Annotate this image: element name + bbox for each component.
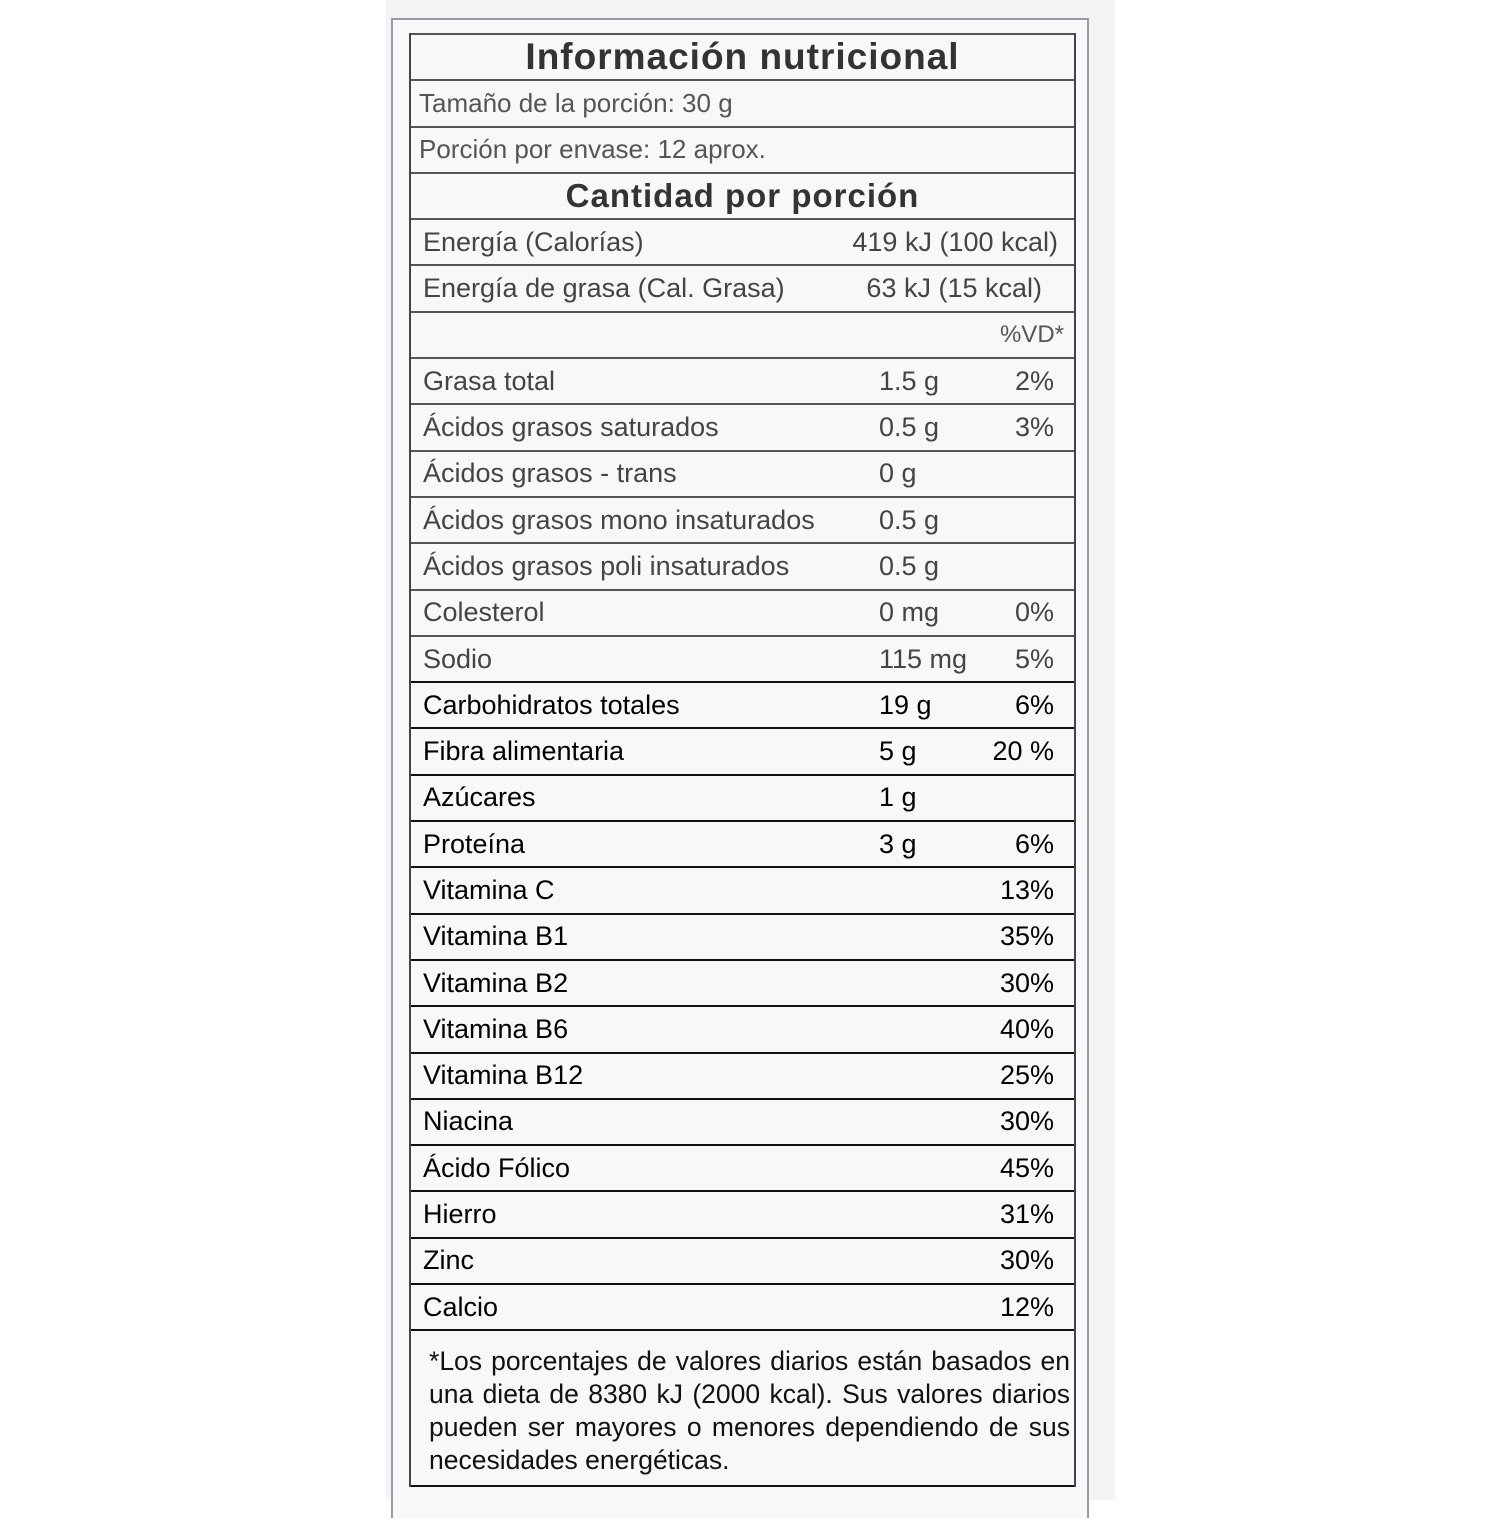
nutrient-amount: 0.5 g [879,550,940,581]
nutrient-row [411,727,1074,773]
nutrient-name: Grasa total [423,365,556,396]
nutrient-name: Proteína [423,828,526,859]
nutrient-name: Hierro [423,1199,497,1230]
nutrient-name: Zinc [423,1245,475,1276]
nutrient-name: Vitamina C [423,874,555,905]
nutrient-daily-value: 30% [999,1245,1054,1276]
energy-value: 419 kJ (100 kcal) [852,226,1058,257]
nutrient-row [411,589,1074,635]
nutrient-daily-value: 6% [1014,689,1054,720]
nutrient-daily-value: 45% [999,1152,1054,1183]
nutrient-daily-value: 25% [999,1060,1054,1091]
nutrient-name: Ácidos grasos poli insaturados [423,550,790,581]
footnote: *Los porcentajes de valores diarios están basados en una dieta de 8380 kJ (2000 kcal). Sus valores diarios pueden ser mayores o menores dependiendo de sus necesidades energéticas. [411,1329,1074,1487]
nutrient-name: Ácidos grasos - trans [423,458,677,489]
nutrient-row [411,1144,1074,1190]
nutrient-amount: 3 g [879,828,917,859]
nutrient-row [411,1283,1074,1329]
nutrient-amount: 0.5 g [879,504,940,535]
nutrient-row [411,681,1074,727]
nutrient-amount: 5 g [879,736,917,767]
nutrient-name: Fibra alimentaria [423,736,625,767]
nutrient-daily-value: 35% [999,921,1054,952]
energy-fat-label: Energía de grasa (Cal. Grasa) [423,273,785,304]
nutrient-row [411,357,1074,403]
energy-fat-value: 63 kJ (15 kcal) [866,273,1042,304]
dv-header: %VD* [999,320,1064,348]
energy-row [411,218,1074,264]
nutrient-daily-value: 12% [999,1291,1054,1322]
nutrient-name: Vitamina B12 [423,1060,584,1091]
nutrient-name: Ácidos grasos saturados [423,412,719,443]
dv-header-row [411,311,1074,357]
nutrient-daily-value: 20 % [992,736,1054,767]
nutrient-daily-value: 3% [1014,412,1054,443]
nutrient-name: Niacina [423,1106,514,1137]
nutrient-name: Azúcares [423,782,536,813]
nutrient-row [411,913,1074,959]
amount-per-serving-heading: Cantidad por porción [411,172,1074,218]
nutrient-name: Ácidos grasos mono insaturados [423,504,815,535]
nutrient-amount: 0 g [879,458,917,489]
servings-per-container: Porción por envase: 12 aprox. [411,126,1074,172]
energy-fat-row [411,264,1074,310]
nutrient-daily-value: 30% [999,967,1054,998]
serving-size: Tamaño de la porción: 30 g [411,79,1074,125]
nutrient-row [411,820,1074,866]
nutrient-name: Colesterol [423,597,545,628]
nutrient-row [411,1190,1074,1236]
nutrient-amount: 1 g [879,782,917,813]
nutrient-row [411,1005,1074,1051]
nutrient-name: Calcio [423,1291,499,1322]
nutrient-daily-value: 31% [999,1199,1054,1230]
nutrient-row [411,496,1074,542]
nutrient-name: Vitamina B1 [423,921,569,952]
nutrient-row [411,1098,1074,1144]
nutrient-daily-value: 5% [1014,643,1054,674]
nutrient-daily-value: 0% [1014,597,1054,628]
nutrient-row [411,450,1074,496]
nutrient-name: Vitamina B2 [423,967,569,998]
nutrient-name: Carbohidratos totales [423,689,680,720]
nutrient-name: Sodio [423,643,493,674]
nutrient-row [411,774,1074,820]
nutrient-row [411,542,1074,588]
nutrient-row [411,1052,1074,1098]
nutrient-daily-value: 13% [999,874,1054,905]
nutrition-facts-table [409,33,1076,1487]
nutrient-amount: 1.5 g [879,365,940,396]
nutrient-row [411,1237,1074,1283]
nutrient-daily-value: 2% [1014,365,1054,396]
nutrient-list [411,357,1074,1329]
energy-label: Energía (Calorías) [423,226,644,257]
nutrient-daily-value: 40% [999,1013,1054,1044]
table-title: Información nutricional [411,33,1074,79]
nutrient-amount: 0.5 g [879,412,940,443]
nutrient-name: Ácido Fólico [423,1152,571,1183]
nutrient-amount: 115 mg [879,643,968,674]
nutrient-amount: 19 g [879,689,932,720]
nutrient-row [411,635,1074,681]
nutrient-row [411,959,1074,1005]
nutrient-daily-value: 6% [1014,828,1054,859]
nutrient-row [411,403,1074,449]
nutrient-amount: 0 mg [879,597,940,628]
nutrient-row [411,866,1074,912]
nutrient-daily-value: 30% [999,1106,1054,1137]
nutrient-name: Vitamina B6 [423,1013,569,1044]
